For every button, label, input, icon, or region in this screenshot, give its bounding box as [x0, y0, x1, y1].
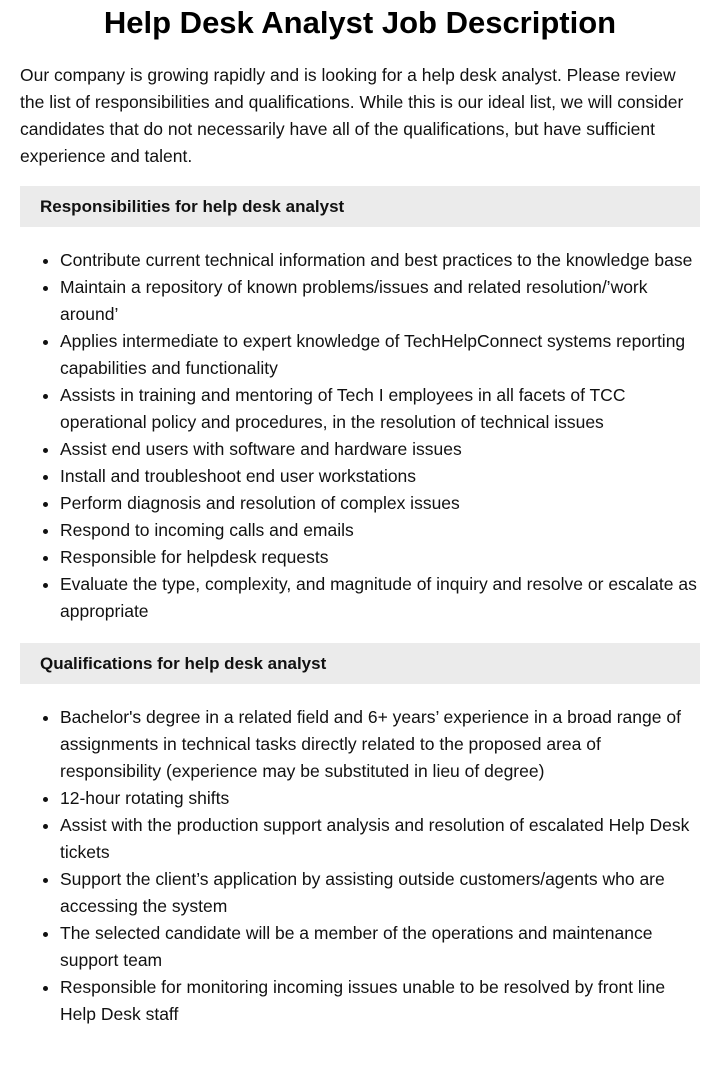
list-item: • Support the client’s application by assisting outside customers/agents who are accessing the system [60, 866, 700, 920]
list-item: • Perform diagnosis and resolution of complex issues [60, 490, 700, 517]
list-item: • Assist with the production support analysis and resolution of escalated Help Desk tickets [60, 812, 700, 866]
list-item: • Assist end users with software and hardware issues [60, 436, 700, 463]
responsibilities-heading: Responsibilities for help desk analyst [20, 186, 700, 227]
list-item: • Install and troubleshoot end user workstations [60, 463, 700, 490]
intro-paragraph: Our company is growing rapidly and is looking for a help desk analyst. Please review the list of responsibilities and qualifications. While this is our ideal list, we will consider candidates that do not necessarily have all of the qualifications, but have sufficient experience and talent. [20, 65, 684, 166]
list-item: • Maintain a repository of known problems/issues and related resolution/’work around’ [60, 274, 700, 328]
list-item: • Respond to incoming calls and emails [60, 517, 700, 544]
list-item: • Contribute current technical information and best practices to the knowledge base [60, 247, 700, 274]
qualifications-heading: Qualifications for help desk analyst [20, 643, 700, 684]
qualifications-list [20, 704, 700, 1028]
list-item: • Assists in training and mentoring of Tech I employees in all facets of TCC operational policy and procedures, in the resolution of technical issues [60, 382, 700, 436]
list-item: • Bachelor's degree in a related field and 6+ years’ experience in a broad range of assignments in technical tasks directly related to the proposed area of responsibility (experience may be substituted in lieu of degree) [60, 704, 700, 785]
list-item: • The selected candidate will be a member of the operations and maintenance support team [60, 920, 700, 974]
responsibilities-list [20, 247, 700, 625]
list-item: • 12-hour rotating shifts [60, 785, 700, 812]
list-item: • Evaluate the type, complexity, and magnitude of inquiry and resolve or escalate as appropriate [60, 571, 700, 625]
list-item: • Responsible for helpdesk requests [60, 544, 700, 571]
list-item: • Applies intermediate to expert knowledge of TechHelpConnect systems reporting capabilities and functionality [60, 328, 700, 382]
page-title: Help Desk Analyst Job Description [103, 5, 617, 40]
list-item: • Responsible for monitoring incoming issues unable to be resolved by front line Help Desk staff [60, 974, 700, 1028]
